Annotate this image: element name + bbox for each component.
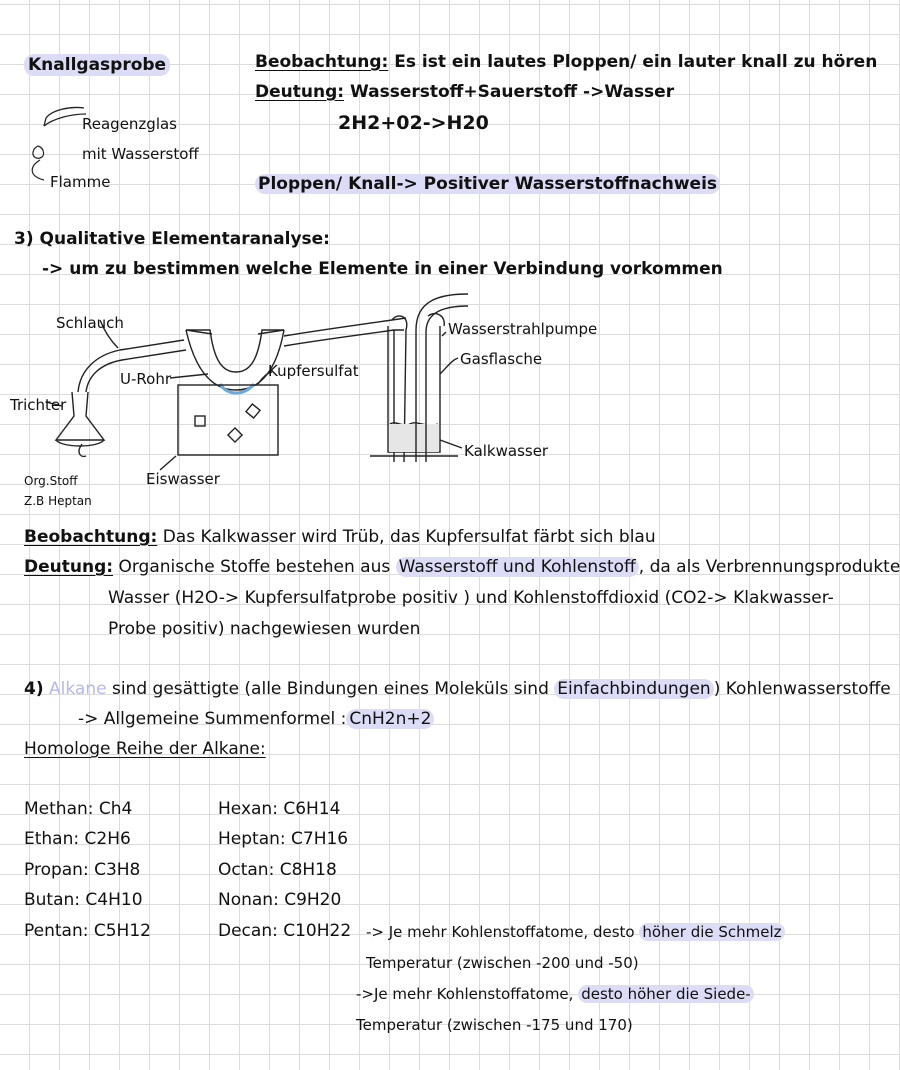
label-org-stoff: Org.Stoff bbox=[24, 474, 78, 488]
label-mit-wasserstoff: mit Wasserstoff bbox=[82, 145, 199, 163]
beobachtung-text: Es ist ein lautes Ploppen/ ein lauter knall zu hören bbox=[394, 52, 878, 72]
note-schmelz-highlight: höher die Schmelz bbox=[639, 923, 784, 941]
alkane-item: Butan: C4H10 bbox=[24, 890, 143, 910]
section3-beobachtung bbox=[24, 526, 656, 548]
beobachtung-text: Das Kalkwasser wird Trüb, das Kupfersulfat färbt sich blau bbox=[162, 527, 656, 547]
label-eiswasser: Eiswasser bbox=[146, 470, 220, 488]
section3-deutung bbox=[24, 556, 900, 578]
alkane-item: Heptan: C7H16 bbox=[218, 829, 349, 849]
formula-label: -> Allgemeine Summenformel : bbox=[78, 709, 347, 729]
label-flamme: Flamme bbox=[50, 173, 111, 191]
deutung-line1-post: , da als Verbrennungsprodukte bbox=[638, 557, 900, 577]
note-schmelz bbox=[366, 921, 785, 943]
note-siede-pre: ->Je mehr Kohlenstoffatome, bbox=[356, 985, 579, 1003]
deutung-line1-pre: Organische Stoffe bestehen aus bbox=[118, 557, 396, 577]
knallgas-result-text: Ploppen/ Knall-> Positiver Wasserstoffnachweis bbox=[255, 174, 720, 194]
deutung-label: Deutung: bbox=[255, 82, 345, 102]
section4-text-highlight: Einfachbindungen bbox=[554, 679, 713, 699]
label-u-rohr: U-Rohr bbox=[120, 370, 171, 388]
section4-text-pre: sind gesättigte (alle Bindungen eines Moleküls sind bbox=[106, 679, 555, 699]
alkane-item: Hexan: C6H14 bbox=[218, 799, 341, 819]
section4-number: 4) bbox=[24, 679, 44, 699]
label-heptan: Z.B Heptan bbox=[24, 494, 92, 508]
section3-deutung-line3: Probe positiv) nachgewiesen wurden bbox=[108, 619, 421, 639]
note-schmelz-pre: -> Je mehr Kohlenstoffatome, desto bbox=[366, 923, 640, 941]
note-siede-highlight: desto höher die Siede- bbox=[578, 985, 754, 1003]
alkane-item: Ethan: C2H6 bbox=[24, 829, 131, 849]
alkane-item: Octan: C8H18 bbox=[218, 860, 337, 880]
section4-formula bbox=[78, 708, 434, 730]
label-wasserstrahlpumpe: Wasserstrahlpumpe bbox=[448, 320, 598, 338]
label-reagenzglas: Reagenzglas bbox=[82, 115, 177, 133]
section4-intro bbox=[24, 678, 891, 700]
note-siede bbox=[356, 983, 754, 1005]
formula-highlight: CnH2n+2 bbox=[346, 709, 434, 729]
section3-subtitle: -> um zu bestimmen welche Elemente in einer Verbindung vorkommen bbox=[42, 259, 723, 279]
note-schmelz-line2: Temperatur (zwischen -200 und -50) bbox=[366, 954, 639, 972]
alkane-item: Nonan: C9H20 bbox=[218, 890, 342, 910]
label-kalkwasser: Kalkwasser bbox=[464, 442, 549, 460]
knallgas-title: Knallgasprobe bbox=[24, 54, 170, 76]
section3-deutung-line2: Wasser (H2O-> Kupfersulfatprobe positiv ) und Kohlenstoffdioxid (CO2-> Klakwasser- bbox=[108, 588, 834, 608]
deutung-text: Wasserstoff+Sauerstoff ->Wasser bbox=[349, 82, 675, 102]
label-gasflasche: Gasflasche bbox=[460, 350, 543, 368]
beobachtung-label: Beobachtung: bbox=[24, 527, 158, 547]
label-schlauch: Schlauch bbox=[56, 314, 124, 332]
beobachtung-label: Beobachtung: bbox=[255, 52, 389, 72]
note-siede-line2: Temperatur (zwischen -175 und 170) bbox=[356, 1016, 633, 1034]
homologe-heading: Homologe Reihe der Alkane: bbox=[24, 739, 266, 759]
deutung-label: Deutung: bbox=[24, 557, 114, 577]
alkane-item: Methan: Ch4 bbox=[24, 799, 133, 819]
label-kupfersulfat: Kupfersulfat bbox=[268, 362, 359, 380]
alkane-item: Decan: C10H22 bbox=[218, 921, 352, 941]
deutung-line1-highlight: Wasserstoff und Kohlenstoff bbox=[396, 557, 639, 577]
section3-heading: 3) Qualitative Elementaranalyse: bbox=[14, 229, 330, 249]
alkane-keyword: Alkane bbox=[49, 679, 107, 699]
alkane-item: Pentan: C5H12 bbox=[24, 921, 151, 941]
label-trichter: Trichter bbox=[10, 396, 67, 414]
section4-text-post: ) Kohlenwasserstoffe bbox=[713, 679, 891, 699]
alkane-item: Propan: C3H8 bbox=[24, 860, 141, 880]
knallgas-equation: 2H2+02->H20 bbox=[338, 112, 489, 134]
